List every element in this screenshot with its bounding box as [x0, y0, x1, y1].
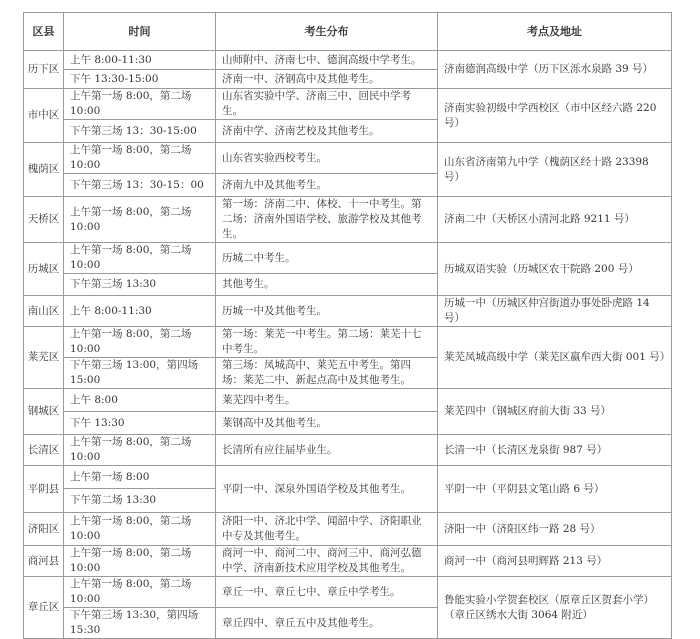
students-cell: 济南中学、济南艺校及其他考生。	[216, 120, 438, 143]
students-cell: 历城二中考生。	[216, 243, 438, 274]
address-cell: 莱芜四中（钢城区府前大街 33 号）	[438, 389, 672, 435]
table-row	[24, 546, 672, 577]
time-cell: 上午 8:00-11:30	[64, 51, 216, 70]
table-row	[24, 577, 672, 608]
students-cell: 第一场：莱芜一中考生。第二场：莱芜十七中考生。	[216, 327, 438, 358]
students-cell: 山东省实验西校考生。	[216, 143, 438, 174]
district-cell: 章丘区	[24, 577, 64, 639]
time-cell: 上午第一场 8:00，第二场 10:00	[64, 327, 216, 358]
time-cell: 下午第三场 13：30-15:00	[64, 120, 216, 143]
table-row	[24, 513, 672, 546]
students-cell: 莱芜四中考生。	[216, 389, 438, 412]
district-cell: 历城区	[24, 243, 64, 296]
address-cell: 历城一中（历城区仲宫街道办事处卧虎路 14 号）	[438, 296, 672, 327]
header-time: 时间	[64, 13, 216, 51]
table-row	[24, 51, 672, 70]
time-cell: 上午第一场 8:00，第二场 10:00	[64, 243, 216, 274]
table-row	[24, 89, 672, 120]
time-cell: 上午第一场 8:00，第二场 10:00	[64, 577, 216, 608]
time-cell: 上午第一场 8:00	[64, 466, 216, 489]
address-cell: 济阳一中（济阳区纬一路 28 号）	[438, 513, 672, 546]
table-row	[24, 296, 672, 327]
time-cell: 上午第一场 8:00，第二场 10:00	[64, 546, 216, 577]
students-cell: 山东省实验中学、济南三中、回民中学考生。	[216, 89, 438, 120]
district-cell: 市中区	[24, 89, 64, 143]
time-cell: 下午第二场 13:30	[64, 489, 216, 513]
time-cell: 下午 13:30	[64, 412, 216, 435]
time-cell: 上午 8:00	[64, 389, 216, 412]
students-cell: 济南九中及其他考生。	[216, 174, 438, 197]
students-cell: 章丘一中、章丘七中、章丘中学考生。	[216, 577, 438, 608]
time-cell: 下午第三场 13:30	[64, 274, 216, 296]
address-cell: 济南德润高级中学（历下区泺水泉路 39 号）	[438, 51, 672, 89]
address-cell: 商河一中（商河县明辉路 213 号）	[438, 546, 672, 577]
district-cell: 长清区	[24, 435, 64, 466]
students-cell: 长清所有应往届毕业生。	[216, 435, 438, 466]
time-cell: 下午第三场 13:30，第四场 15:30	[64, 608, 216, 639]
time-cell: 上午第一场 8:00，第二场 10:00	[64, 143, 216, 174]
time-cell: 上午第一场 8:00，第二场 10:00	[64, 513, 216, 546]
students-cell: 其他考生。	[216, 274, 438, 296]
time-cell: 上午 8:00-11:30	[64, 296, 216, 327]
district-cell: 槐荫区	[24, 143, 64, 197]
time-cell: 上午第一场 8:00，第二场 10:00	[64, 435, 216, 466]
address-cell: 平阴一中（平阴县文笔山路 6 号）	[438, 466, 672, 513]
header-students: 考生分布	[216, 13, 438, 51]
header-district: 区县	[24, 13, 64, 51]
students-cell: 平阴一中、深泉外国语学校及其他考生。	[216, 466, 438, 513]
header-address: 考点及地址	[438, 13, 672, 51]
students-cell: 商河一中、商河二中、商河三中、商河弘德中学、济南新技术应用学校及其他考生。	[216, 546, 438, 577]
address-cell: 历城双语实验（历城区农干院路 200 号）	[438, 243, 672, 296]
students-cell: 莱钢高中及其他考生。	[216, 412, 438, 435]
table-row	[24, 243, 672, 274]
table-row	[24, 197, 672, 243]
time-cell: 上午第一场 8:00，第二场 10:00	[64, 89, 216, 120]
table-row	[24, 435, 672, 466]
district-cell: 钢城区	[24, 389, 64, 435]
address-cell: 长清一中（长清区龙泉街 987 号）	[438, 435, 672, 466]
district-cell: 南山区	[24, 296, 64, 327]
time-cell: 上午第一场 8:00，第二场 10:00	[64, 197, 216, 243]
students-cell: 山师附中、济南七中、德润高级中学考生。	[216, 51, 438, 70]
students-cell: 第一场：济南二中、体校、十一中考生。第二场：济南外国语学校、旅游学校及其他考生。	[216, 197, 438, 243]
table-row	[24, 327, 672, 358]
table-row	[24, 143, 672, 174]
district-cell: 平阴县	[24, 466, 64, 513]
district-cell: 莱芜区	[24, 327, 64, 389]
exam-schedule-table	[23, 12, 672, 639]
students-cell: 济南一中、济钢高中及其他考生。	[216, 70, 438, 89]
district-cell: 天桥区	[24, 197, 64, 243]
district-cell: 济阳区	[24, 513, 64, 546]
table-row	[24, 389, 672, 412]
table-row	[24, 466, 672, 489]
students-cell: 历城一中及其他考生。	[216, 296, 438, 327]
address-cell: 莱芜凤城高级中学（莱芜区嬴牟西大街 001 号）	[438, 327, 672, 389]
time-cell: 下午第三场 13:00，第四场 15:00	[64, 358, 216, 389]
address-cell: 济南实验初级中学西校区（市中区经六路 220 号）	[438, 89, 672, 143]
address-cell: 山东省济南第九中学（槐荫区经十路 23398 号）	[438, 143, 672, 197]
students-cell: 第三场：凤城高中、莱芜五中考生。第四场：莱芜二中、新起点高中及其他考生。	[216, 358, 438, 389]
address-cell: 济南二中（天桥区小清河北路 9211 号）	[438, 197, 672, 243]
time-cell: 下午 13:30-15:00	[64, 70, 216, 89]
district-cell: 历下区	[24, 51, 64, 89]
time-cell: 下午第三场 13：30-15：00	[64, 174, 216, 197]
students-cell: 济阳一中、济北中学、闻韶中学、济阳职业中专及其他考生。	[216, 513, 438, 546]
header-row	[24, 13, 672, 51]
students-cell: 章丘四中、章丘五中及其他考生。	[216, 608, 438, 639]
district-cell: 商河县	[24, 546, 64, 577]
address-cell: 鲁能实验小学贺套校区（原章丘区贺套小学）（章丘区绣水大街 3064 附近）	[438, 577, 672, 639]
